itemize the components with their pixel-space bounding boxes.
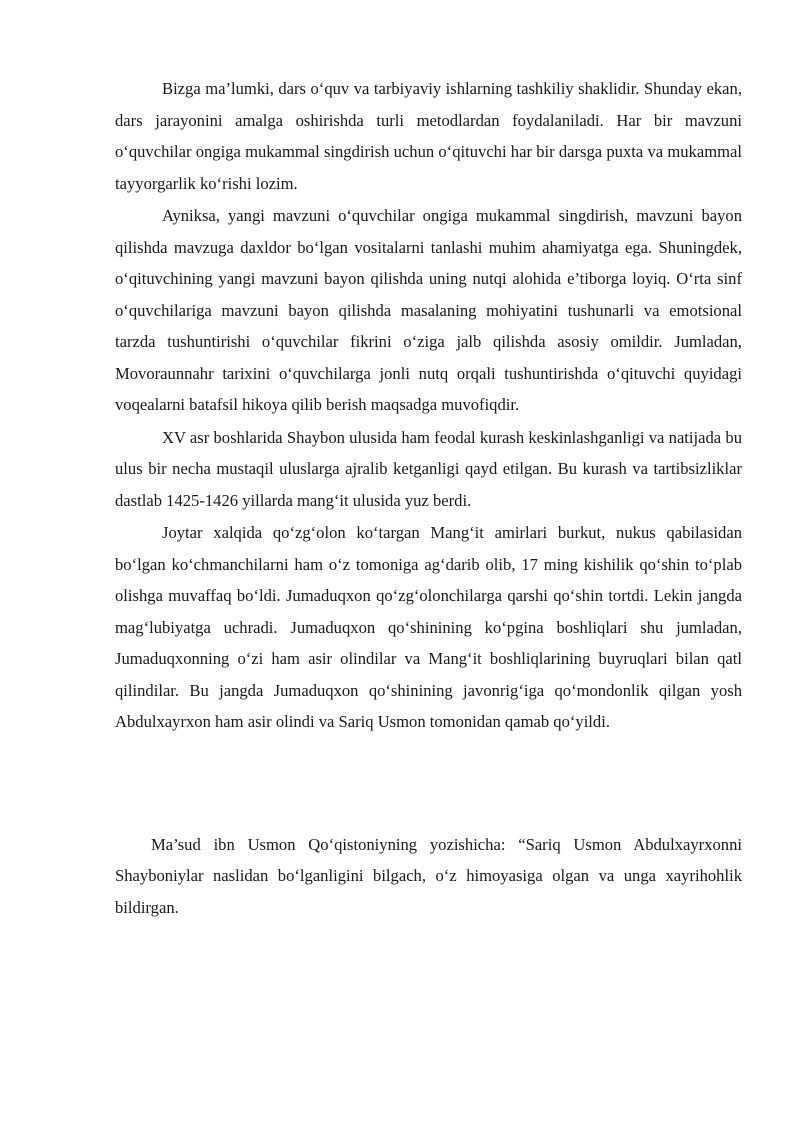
- paragraph-lesson-intro: Bizga ma’lumki, dars o‘quv va tarbiyaviy ishlarning tashkiliy shaklidir. Shunday ekan, dars jarayonini amalga oshirishda turli metodlardan foydalaniladi. Har bir mavzuni o‘quvchilar ongiga mukammal singdirish uchun o‘qituvchi har bir darsga puxta va mukammal tayyorgarlik ko‘rishi lozim.: [115, 79, 742, 193]
- paragraph-joytar-uprising: Joytar xalqida qo‘zg‘olon ko‘targan Mang‘it amirlari burkut, nukus qabilasidan bo‘lgan ko‘chmanchilarni ham o‘z tomoniga ag‘darib olib, 17 ming kishilik qo‘shin to‘plab olishga muvaffaq bo‘ldi. Jumaduqxon qo‘zg‘olonchilarga qarshi qo‘shin tortdi. Lekin jangda mag‘lubiyatga uchradi. Jumaduqxon qo‘shinining ko‘pgina boshliqlari shu jumladan, Jumaduqxonning o‘zi ham asir olindilar va Mang‘it boshliqlarining buyruqlari bilan qatl qilindilar. Bu jangda Jumaduqxon qo‘shinining javonrig‘iga qo‘mondonlik qilgan yosh Abdulxayrxon ham asir olindi va Sariq Usmon tomonidan qamab qo‘yildi.: [115, 523, 742, 731]
- document-page: [115, 73, 742, 923]
- paragraph-shaybon-ulus: XV asr boshlarida Shaybon ulusida ham feodal kurash keskinlashganligi va natijada bu ulus bir necha mustaqil uluslarga ajralib ketganligi qayd etilgan. Bu kurash va tartibsizliklar dastlab 1425-1426 yillarda mang‘it ulusida yuz berdi.: [115, 427, 742, 510]
- paragraph-teacher-speech: Ayniksa, yangi mavzuni o‘quvchilar ongiga mukammal singdirish, mavzuni bayon qilishda mavzuga daxldor bo‘lgan vositalarni tanlashi muhim ahamiyatga ega. Shuningdek, o‘qituvchining yangi mavzuni bayon qilishda uning nutqi alohida e’tiborga loyiq. O‘rta sinf o‘quvchilariga mavzuni bayon qilishda masalaning mohiyatini tushunarli va emotsional tarzda tushuntirishi o‘quvchilar fikrini o‘ziga jalb qilishda asosiy omildir. Jumladan, Movoraunnahr tarixini o‘quvchilarga jonli nutq orqali tushuntirishda o‘qituvchi quyidagi voqealarni batafsil hikoya qilib berish maqsadga muvofiqdir.: [115, 206, 742, 414]
- paragraph-masud-quote: Ma’sud ibn Usmon Qo‘qistoniyning yozishicha: “Sariq Usmon Abdulxayrxonni Shayboniylar naslidan bo‘lganligini bilgach, o‘z himoyasiga olgan va unga xayrihohlik bildirgan.: [115, 834, 742, 917]
